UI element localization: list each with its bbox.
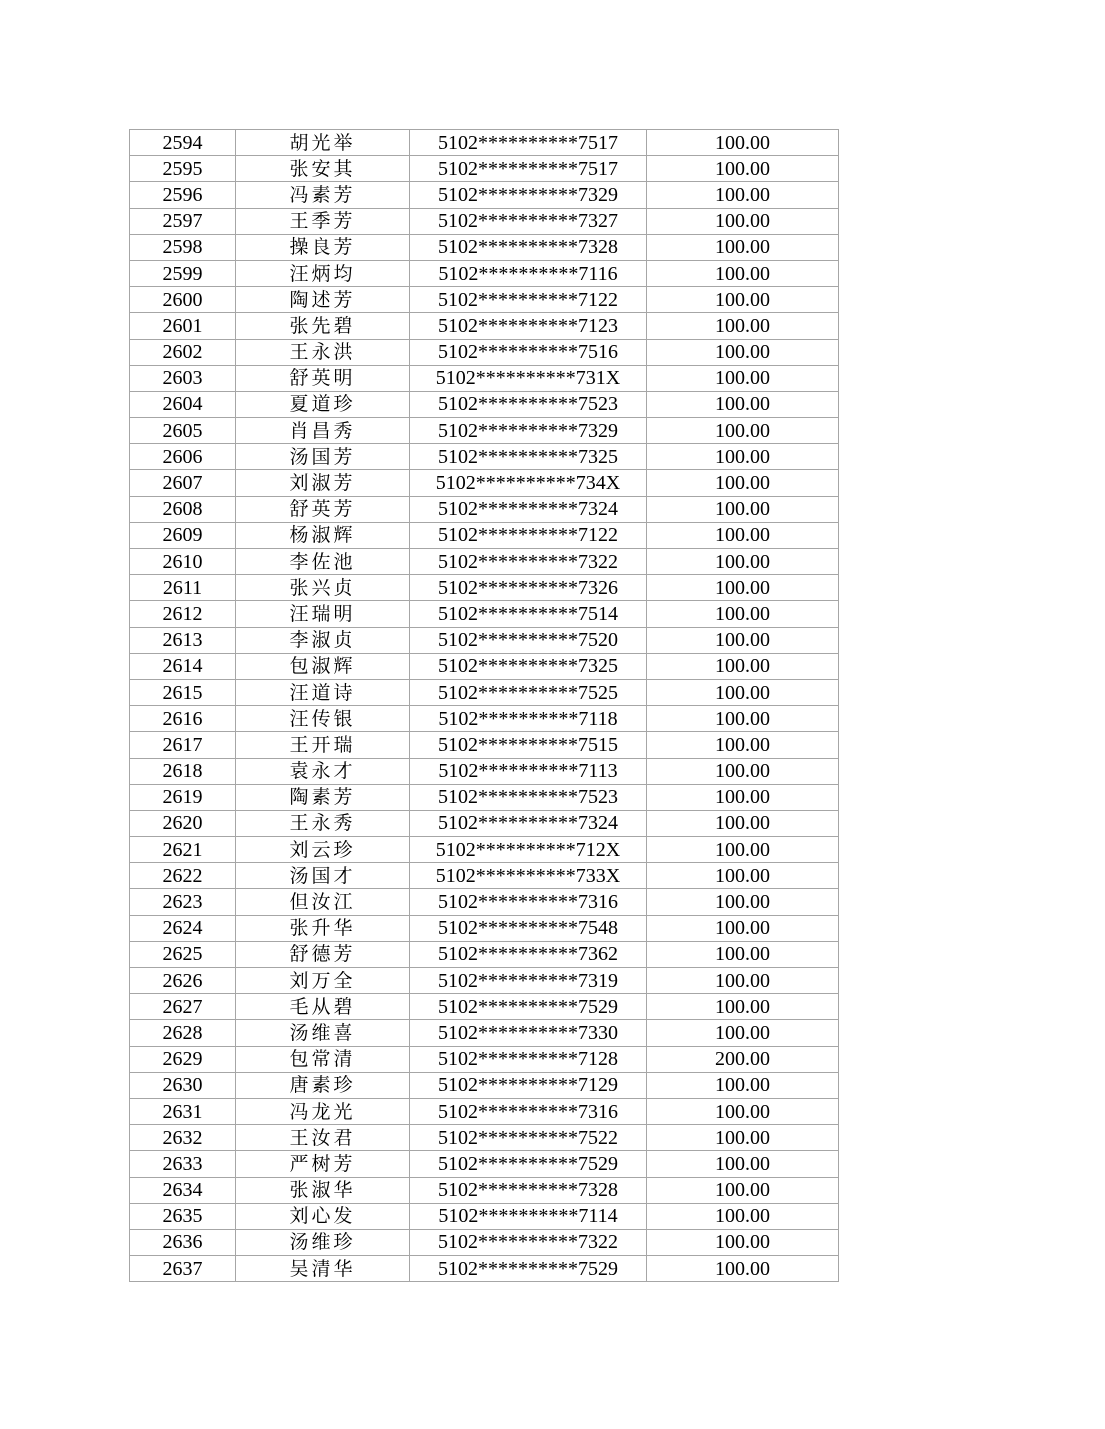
id-number-cell: 5102**********7523 [410, 391, 647, 417]
name-cell: 杨淑辉 [236, 522, 410, 548]
row-number-cell: 2621 [130, 837, 236, 863]
name-cell: 舒英芳 [236, 496, 410, 522]
amount-cell: 100.00 [647, 418, 839, 444]
name-cell: 吴清华 [236, 1256, 410, 1282]
name-cell: 包淑辉 [236, 653, 410, 679]
name-cell: 汪传银 [236, 706, 410, 732]
row-number-cell: 2613 [130, 627, 236, 653]
amount-cell: 100.00 [647, 156, 839, 182]
name-cell: 王汝君 [236, 1125, 410, 1151]
name-cell: 陶素芳 [236, 784, 410, 810]
table-row [130, 601, 839, 627]
name-cell: 陶述芳 [236, 287, 410, 313]
amount-cell: 100.00 [647, 496, 839, 522]
id-number-cell: 5102**********7517 [410, 130, 647, 156]
table-row [130, 391, 839, 417]
id-number-cell: 5102**********7118 [410, 706, 647, 732]
row-number-cell: 2607 [130, 470, 236, 496]
name-cell: 王开瑞 [236, 732, 410, 758]
name-cell: 肖昌秀 [236, 418, 410, 444]
amount-cell: 100.00 [647, 287, 839, 313]
amount-cell: 100.00 [647, 994, 839, 1020]
amount-cell: 100.00 [647, 1256, 839, 1282]
row-number-cell: 2594 [130, 130, 236, 156]
amount-cell: 100.00 [647, 1020, 839, 1046]
id-number-cell: 5102**********712X [410, 837, 647, 863]
table-row [130, 313, 839, 339]
table-row [130, 1256, 839, 1282]
id-number-cell: 5102**********7328 [410, 1177, 647, 1203]
name-cell: 汪道诗 [236, 679, 410, 705]
id-number-cell: 5102**********7122 [410, 287, 647, 313]
amount-cell: 100.00 [647, 444, 839, 470]
name-cell: 汤国芳 [236, 444, 410, 470]
table-row [130, 627, 839, 653]
id-number-cell: 5102**********7316 [410, 1098, 647, 1124]
row-number-cell: 2606 [130, 444, 236, 470]
id-number-cell: 5102**********7548 [410, 915, 647, 941]
table-row [130, 1125, 839, 1151]
row-number-cell: 2600 [130, 287, 236, 313]
table-row [130, 915, 839, 941]
id-number-cell: 5102**********7325 [410, 653, 647, 679]
id-number-cell: 5102**********7362 [410, 941, 647, 967]
row-number-cell: 2622 [130, 863, 236, 889]
row-number-cell: 2596 [130, 182, 236, 208]
id-number-cell: 5102**********7327 [410, 208, 647, 234]
row-number-cell: 2616 [130, 706, 236, 732]
row-number-cell: 2608 [130, 496, 236, 522]
table-row [130, 522, 839, 548]
table-row [130, 287, 839, 313]
table-row [130, 941, 839, 967]
amount-cell: 100.00 [647, 575, 839, 601]
name-cell: 包常清 [236, 1046, 410, 1072]
id-number-cell: 5102**********7517 [410, 156, 647, 182]
name-cell: 王永洪 [236, 339, 410, 365]
amount-cell: 100.00 [647, 182, 839, 208]
table-row [130, 1151, 839, 1177]
table-row [130, 496, 839, 522]
name-cell: 夏道珍 [236, 391, 410, 417]
id-number-cell: 5102**********7329 [410, 182, 647, 208]
row-number-cell: 2615 [130, 679, 236, 705]
id-number-cell: 5102**********7114 [410, 1203, 647, 1229]
name-cell: 汪瑞明 [236, 601, 410, 627]
name-cell: 但汝江 [236, 889, 410, 915]
row-number-cell: 2635 [130, 1203, 236, 1229]
id-number-cell: 5102**********731X [410, 365, 647, 391]
name-cell: 汤维珍 [236, 1229, 410, 1255]
amount-cell: 100.00 [647, 1203, 839, 1229]
table-row [130, 994, 839, 1020]
id-number-cell: 5102**********7324 [410, 496, 647, 522]
amount-cell: 200.00 [647, 1046, 839, 1072]
id-number-cell: 5102**********7329 [410, 418, 647, 444]
table-row [130, 444, 839, 470]
row-number-cell: 2636 [130, 1229, 236, 1255]
amount-cell: 100.00 [647, 784, 839, 810]
amount-cell: 100.00 [647, 915, 839, 941]
id-number-cell: 5102**********7324 [410, 810, 647, 836]
amount-cell: 100.00 [647, 130, 839, 156]
amount-cell: 100.00 [647, 653, 839, 679]
row-number-cell: 2628 [130, 1020, 236, 1046]
table-row [130, 1098, 839, 1124]
row-number-cell: 2626 [130, 968, 236, 994]
name-cell: 舒英明 [236, 365, 410, 391]
amount-cell: 100.00 [647, 339, 839, 365]
row-number-cell: 2605 [130, 418, 236, 444]
amount-cell: 100.00 [647, 1098, 839, 1124]
id-number-cell: 5102**********7128 [410, 1046, 647, 1072]
table-row [130, 732, 839, 758]
name-cell: 冯龙光 [236, 1098, 410, 1124]
amount-cell: 100.00 [647, 863, 839, 889]
id-number-cell: 5102**********7122 [410, 522, 647, 548]
row-number-cell: 2609 [130, 522, 236, 548]
amount-cell: 100.00 [647, 365, 839, 391]
row-number-cell: 2598 [130, 234, 236, 260]
row-number-cell: 2617 [130, 732, 236, 758]
name-cell: 刘万全 [236, 968, 410, 994]
id-number-cell: 5102**********734X [410, 470, 647, 496]
id-number-cell: 5102**********7529 [410, 1256, 647, 1282]
name-cell: 汤维喜 [236, 1020, 410, 1046]
id-number-cell: 5102**********7123 [410, 313, 647, 339]
row-number-cell: 2595 [130, 156, 236, 182]
table-row [130, 1229, 839, 1255]
id-number-cell: 5102**********7529 [410, 1151, 647, 1177]
amount-cell: 100.00 [647, 889, 839, 915]
name-cell: 张安其 [236, 156, 410, 182]
table-row [130, 182, 839, 208]
id-number-cell: 5102**********7516 [410, 339, 647, 365]
table-row [130, 208, 839, 234]
id-number-cell: 5102**********7113 [410, 758, 647, 784]
amount-cell: 100.00 [647, 1151, 839, 1177]
id-number-cell: 5102**********7322 [410, 1229, 647, 1255]
id-number-cell: 5102**********7525 [410, 679, 647, 705]
row-number-cell: 2610 [130, 549, 236, 575]
amount-cell: 100.00 [647, 706, 839, 732]
row-number-cell: 2633 [130, 1151, 236, 1177]
name-cell: 王季芳 [236, 208, 410, 234]
row-number-cell: 2597 [130, 208, 236, 234]
amount-cell: 100.00 [647, 470, 839, 496]
amount-cell: 100.00 [647, 313, 839, 339]
id-number-cell: 5102**********7129 [410, 1072, 647, 1098]
name-cell: 唐素珍 [236, 1072, 410, 1098]
amount-cell: 100.00 [647, 837, 839, 863]
id-number-cell: 5102**********7514 [410, 601, 647, 627]
name-cell: 张升华 [236, 915, 410, 941]
table-row [130, 679, 839, 705]
amount-cell: 100.00 [647, 601, 839, 627]
name-cell: 操良芳 [236, 234, 410, 260]
amount-cell: 100.00 [647, 810, 839, 836]
amount-cell: 100.00 [647, 1229, 839, 1255]
table-row [130, 1020, 839, 1046]
subsidy-list-table [129, 129, 839, 1282]
row-number-cell: 2627 [130, 994, 236, 1020]
amount-cell: 100.00 [647, 968, 839, 994]
name-cell: 胡光举 [236, 130, 410, 156]
amount-cell: 100.00 [647, 391, 839, 417]
name-cell: 严树芳 [236, 1151, 410, 1177]
name-cell: 毛从碧 [236, 994, 410, 1020]
row-number-cell: 2632 [130, 1125, 236, 1151]
row-number-cell: 2623 [130, 889, 236, 915]
name-cell: 刘云珍 [236, 837, 410, 863]
row-number-cell: 2601 [130, 313, 236, 339]
table-row [130, 758, 839, 784]
id-number-cell: 5102**********7328 [410, 234, 647, 260]
amount-cell: 100.00 [647, 1125, 839, 1151]
row-number-cell: 2630 [130, 1072, 236, 1098]
row-number-cell: 2611 [130, 575, 236, 601]
table-row [130, 234, 839, 260]
amount-cell: 100.00 [647, 260, 839, 286]
row-number-cell: 2614 [130, 653, 236, 679]
table-row [130, 549, 839, 575]
name-cell: 王永秀 [236, 810, 410, 836]
amount-cell: 100.00 [647, 941, 839, 967]
row-number-cell: 2602 [130, 339, 236, 365]
row-number-cell: 2629 [130, 1046, 236, 1072]
amount-cell: 100.00 [647, 758, 839, 784]
table-row [130, 784, 839, 810]
table-row [130, 863, 839, 889]
table-row [130, 810, 839, 836]
table-row [130, 837, 839, 863]
amount-cell: 100.00 [647, 1072, 839, 1098]
id-number-cell: 5102**********7523 [410, 784, 647, 810]
id-number-cell: 5102**********7322 [410, 549, 647, 575]
table-row [130, 1177, 839, 1203]
id-number-cell: 5102**********7529 [410, 994, 647, 1020]
table-row [130, 706, 839, 732]
table-row [130, 575, 839, 601]
row-number-cell: 2599 [130, 260, 236, 286]
table-row [130, 470, 839, 496]
table-row [130, 130, 839, 156]
id-number-cell: 5102**********7330 [410, 1020, 647, 1046]
table-row [130, 653, 839, 679]
table-row [130, 889, 839, 915]
name-cell: 汪炳均 [236, 260, 410, 286]
name-cell: 袁永才 [236, 758, 410, 784]
table-row [130, 418, 839, 444]
name-cell: 张兴贞 [236, 575, 410, 601]
name-cell: 李淑贞 [236, 627, 410, 653]
id-number-cell: 5102**********7325 [410, 444, 647, 470]
amount-cell: 100.00 [647, 208, 839, 234]
name-cell: 张淑华 [236, 1177, 410, 1203]
name-cell: 舒德芳 [236, 941, 410, 967]
row-number-cell: 2612 [130, 601, 236, 627]
row-number-cell: 2619 [130, 784, 236, 810]
row-number-cell: 2620 [130, 810, 236, 836]
id-number-cell: 5102**********7326 [410, 575, 647, 601]
row-number-cell: 2634 [130, 1177, 236, 1203]
id-number-cell: 5102**********7522 [410, 1125, 647, 1151]
row-number-cell: 2625 [130, 941, 236, 967]
table-row [130, 365, 839, 391]
amount-cell: 100.00 [647, 627, 839, 653]
table-row [130, 1072, 839, 1098]
id-number-cell: 5102**********7515 [410, 732, 647, 758]
id-number-cell: 5102**********7116 [410, 260, 647, 286]
table-body [130, 130, 839, 1282]
id-number-cell: 5102**********7316 [410, 889, 647, 915]
row-number-cell: 2637 [130, 1256, 236, 1282]
table-row [130, 1203, 839, 1229]
table-row [130, 156, 839, 182]
amount-cell: 100.00 [647, 234, 839, 260]
amount-cell: 100.00 [647, 679, 839, 705]
row-number-cell: 2624 [130, 915, 236, 941]
name-cell: 张先碧 [236, 313, 410, 339]
amount-cell: 100.00 [647, 1177, 839, 1203]
row-number-cell: 2631 [130, 1098, 236, 1124]
table-row [130, 1046, 839, 1072]
row-number-cell: 2603 [130, 365, 236, 391]
table-row [130, 260, 839, 286]
name-cell: 刘淑芳 [236, 470, 410, 496]
id-number-cell: 5102**********7520 [410, 627, 647, 653]
row-number-cell: 2618 [130, 758, 236, 784]
table-row [130, 339, 839, 365]
name-cell: 冯素芳 [236, 182, 410, 208]
amount-cell: 100.00 [647, 522, 839, 548]
name-cell: 刘心发 [236, 1203, 410, 1229]
id-number-cell: 5102**********733X [410, 863, 647, 889]
name-cell: 李佐池 [236, 549, 410, 575]
table-row [130, 968, 839, 994]
amount-cell: 100.00 [647, 732, 839, 758]
amount-cell: 100.00 [647, 549, 839, 575]
name-cell: 汤国才 [236, 863, 410, 889]
id-number-cell: 5102**********7319 [410, 968, 647, 994]
row-number-cell: 2604 [130, 391, 236, 417]
